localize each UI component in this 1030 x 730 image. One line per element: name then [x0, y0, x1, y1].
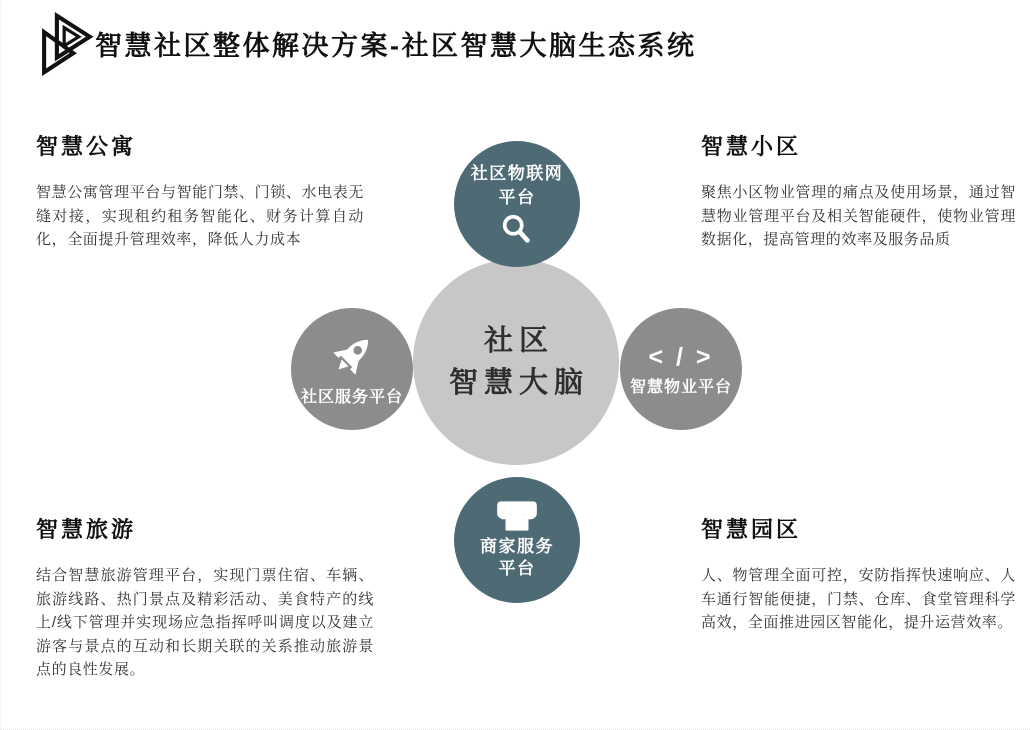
code-icon: < / >	[648, 343, 714, 371]
section-smart-park	[701, 513, 1016, 635]
section-body: 智慧公寓管理平台与智能门禁、门锁、水电表无缝对接，实现租约租务智能化、财务计算自动化，全面提升管理效率，降低人力成本	[36, 184, 364, 248]
center-node-community-smart-brain	[413, 259, 619, 465]
page-title: 智慧社区整体解决方案-社区智慧大脑生态系统	[95, 31, 697, 61]
section-smart-tourism	[36, 513, 374, 682]
rocket-icon	[326, 330, 378, 382]
section-body: 聚焦小区物业管理的痛点及使用场景，通过智慧物业管理平台及相关智能硬件，使物业管理数据化，提高管理的效率及服务品质	[701, 184, 1016, 248]
section-body: 结合智慧旅游管理平台，实现门票住宿、车辆、旅游线路、热门景点及精彩活动、美食特产的线上/线下管理并实现场应急指挥呼叫调度以及建立游客与景点的互动和长期关联的关系推动旅游景点的良性发展。	[36, 567, 374, 678]
section-title: 智慧小区	[701, 134, 802, 159]
section-smart-residential	[701, 130, 1016, 252]
section-title: 智慧旅游	[36, 517, 137, 542]
node-label-line1: 社区物联网	[470, 164, 564, 183]
node-label-line2: 平台	[498, 559, 536, 578]
node-label-line2: 平台	[498, 188, 536, 207]
section-title: 智慧公寓	[36, 134, 137, 159]
storefront-icon	[494, 500, 540, 534]
node-label: 智慧物业平台	[629, 379, 732, 396]
node-merchant-service-platform	[454, 477, 580, 603]
section-smart-apartment	[36, 130, 364, 252]
node-label-line1: 商家服务	[480, 537, 554, 556]
section-title: 智慧园区	[701, 517, 802, 542]
node-property-platform	[620, 308, 742, 430]
section-body: 人、物管理全面可控，安防指挥快速响应、人车通行智能便捷，门禁、仓库、食堂管理科学高效，全面推进园区智能化，提升运营效率。	[701, 567, 1016, 631]
logo-icon	[35, 12, 97, 76]
node-label: 社区服务平台	[300, 389, 403, 406]
magnifier-icon	[499, 213, 535, 247]
node-iot-platform	[454, 141, 580, 267]
center-node-label-line2: 智慧大脑	[448, 367, 589, 399]
node-community-service-platform	[291, 308, 413, 430]
center-node-label-line1: 社区	[483, 325, 554, 357]
